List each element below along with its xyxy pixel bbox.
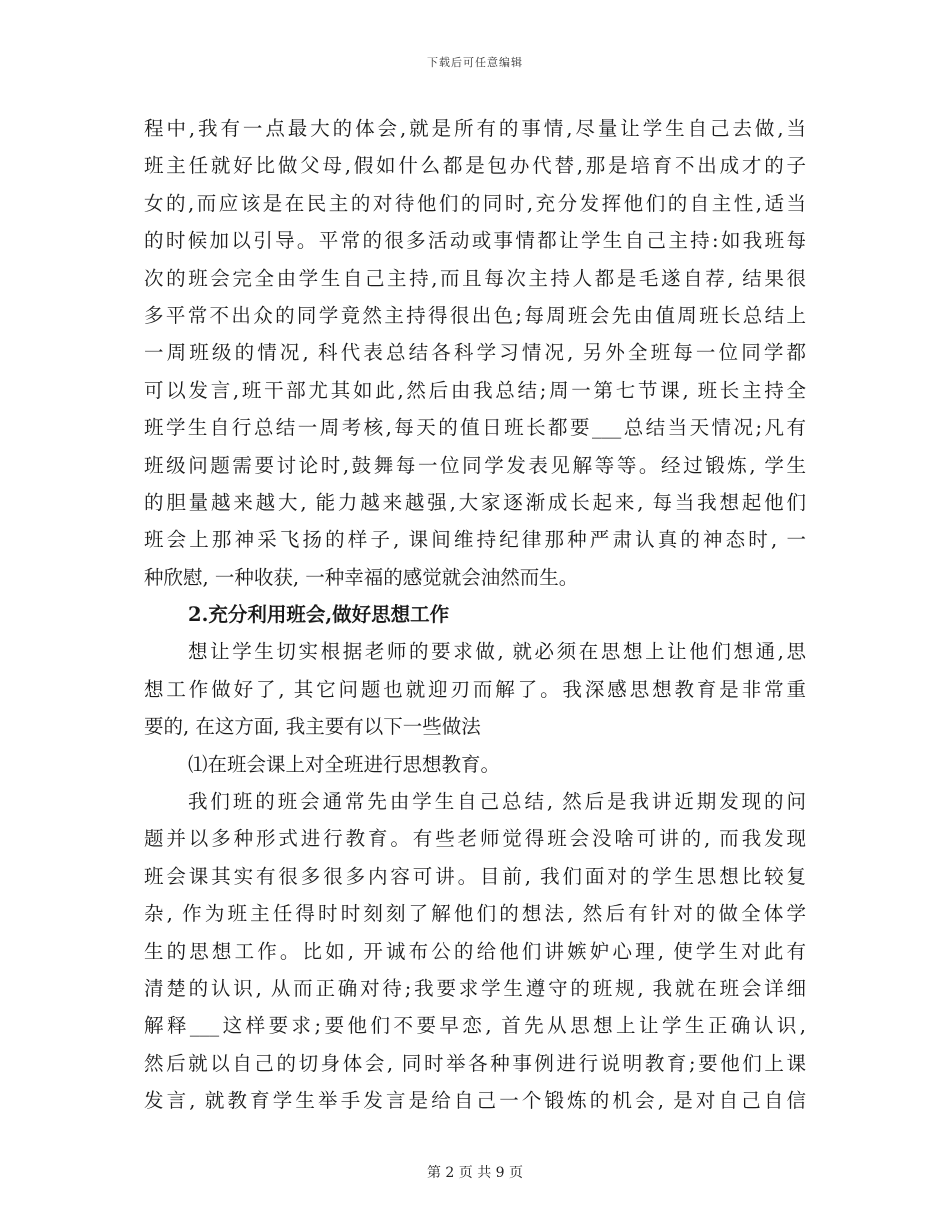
subsection-heading: ⑴在班会课上对全班进行思想教育。 — [188, 752, 501, 776]
text-line: 要的, 在这方面, 我主要有以下一些做法 — [144, 715, 481, 739]
text-line: 可以发言,班干部尤其如此,然后由我总结;周一第七节课, 班长主持全 — [144, 378, 806, 402]
text-line: 发言, 就教育学生举手发言是给自己一个锻炼的机会, 是对自己自信 — [144, 1089, 806, 1113]
text-line: 想让学生切实根据老师的要求做, 就必须在思想上让他们想通,思 — [188, 640, 806, 664]
text-line: 班会课其实有很多很多内容可讲。目前, 我们面对的学生思想比较复 — [144, 864, 806, 888]
text-line: 班会上那神采飞扬的样子, 课间维持纪律那种严肃认真的神态时, 一 — [144, 528, 806, 552]
text-line: 一周班级的情况, 科代表总结各科学习情况, 另外全班每一位同学都 — [144, 341, 806, 365]
text-line: 解释___这样要求;要他们不要早恋, 首先从思想上让学生正确认识, — [144, 1014, 806, 1038]
text-line: 女的,而应该是在民主的对待他们的同时,充分发挥他们的自主性,适当 — [144, 191, 806, 215]
text-line: 班级问题需要讨论时,鼓舞每一位同学发表见解等等。经过锻炼, 学生 — [144, 453, 806, 477]
text-line: 杂, 作为班主任得时时刻刻了解他们的想法, 然后有针对的做全体学 — [144, 902, 806, 926]
text-line: 题并以多种形式进行教育。有些老师觉得班会没啥可讲的, 而我发现 — [144, 827, 806, 851]
text-line: 班主任就好比做父母,假如什么都是包办代替,那是培育不出成才的子 — [144, 154, 806, 178]
text-line: 生的思想工作。比如, 开诚布公的给他们讲嫉妒心理, 使学生对此有 — [144, 939, 806, 963]
text-line: 的胆量越来越大, 能力越来越强,大家逐渐成长起来, 每当我想起他们 — [144, 490, 806, 514]
text-line: 种欣慰, 一种收获, 一种幸福的感觉就会油然而生。 — [144, 565, 579, 589]
text-line: 然后就以自己的切身体会, 同时举各种事例进行说明教育;要他们上课 — [144, 1051, 806, 1075]
text-line: 班学生自行总结一周考核,每天的值日班长都要___总结当天情况;凡有 — [144, 416, 806, 440]
text-line: 程中,我有一点最大的体会,就是所有的事情,尽量让学生自己去做,当 — [144, 117, 806, 140]
text-line: 我们班的班会通常先由学生自己总结, 然后是我讲近期发现的问 — [188, 790, 806, 814]
document-body — [144, 110, 806, 1120]
text-line: 次的班会完全由学生自己主持,而且每次主持人都是毛遂自荐, 结果很 — [144, 266, 806, 290]
text-line: 多平常不出众的同学竟然主持得很出色;每周班会先由值周班长总结上 — [144, 303, 806, 327]
text-line: 的时候加以引导。平常的很多活动或事情都让学生自己主持:如我班每 — [144, 229, 806, 253]
text-line: 清楚的认识, 从而正确对待;我要求学生遵守的班规, 我就在班会详细 — [144, 976, 806, 1000]
text-line: 想工作做好了, 其它问题也就迎刃而解了。我深感思想教育是非常重 — [144, 677, 806, 701]
page-footer: 第 2 页 共 9 页 — [426, 1165, 524, 1181]
section-heading: 2.充分利用班会,做好思想工作 — [188, 603, 450, 627]
page-header: 下载后可任意编辑 — [427, 56, 523, 69]
